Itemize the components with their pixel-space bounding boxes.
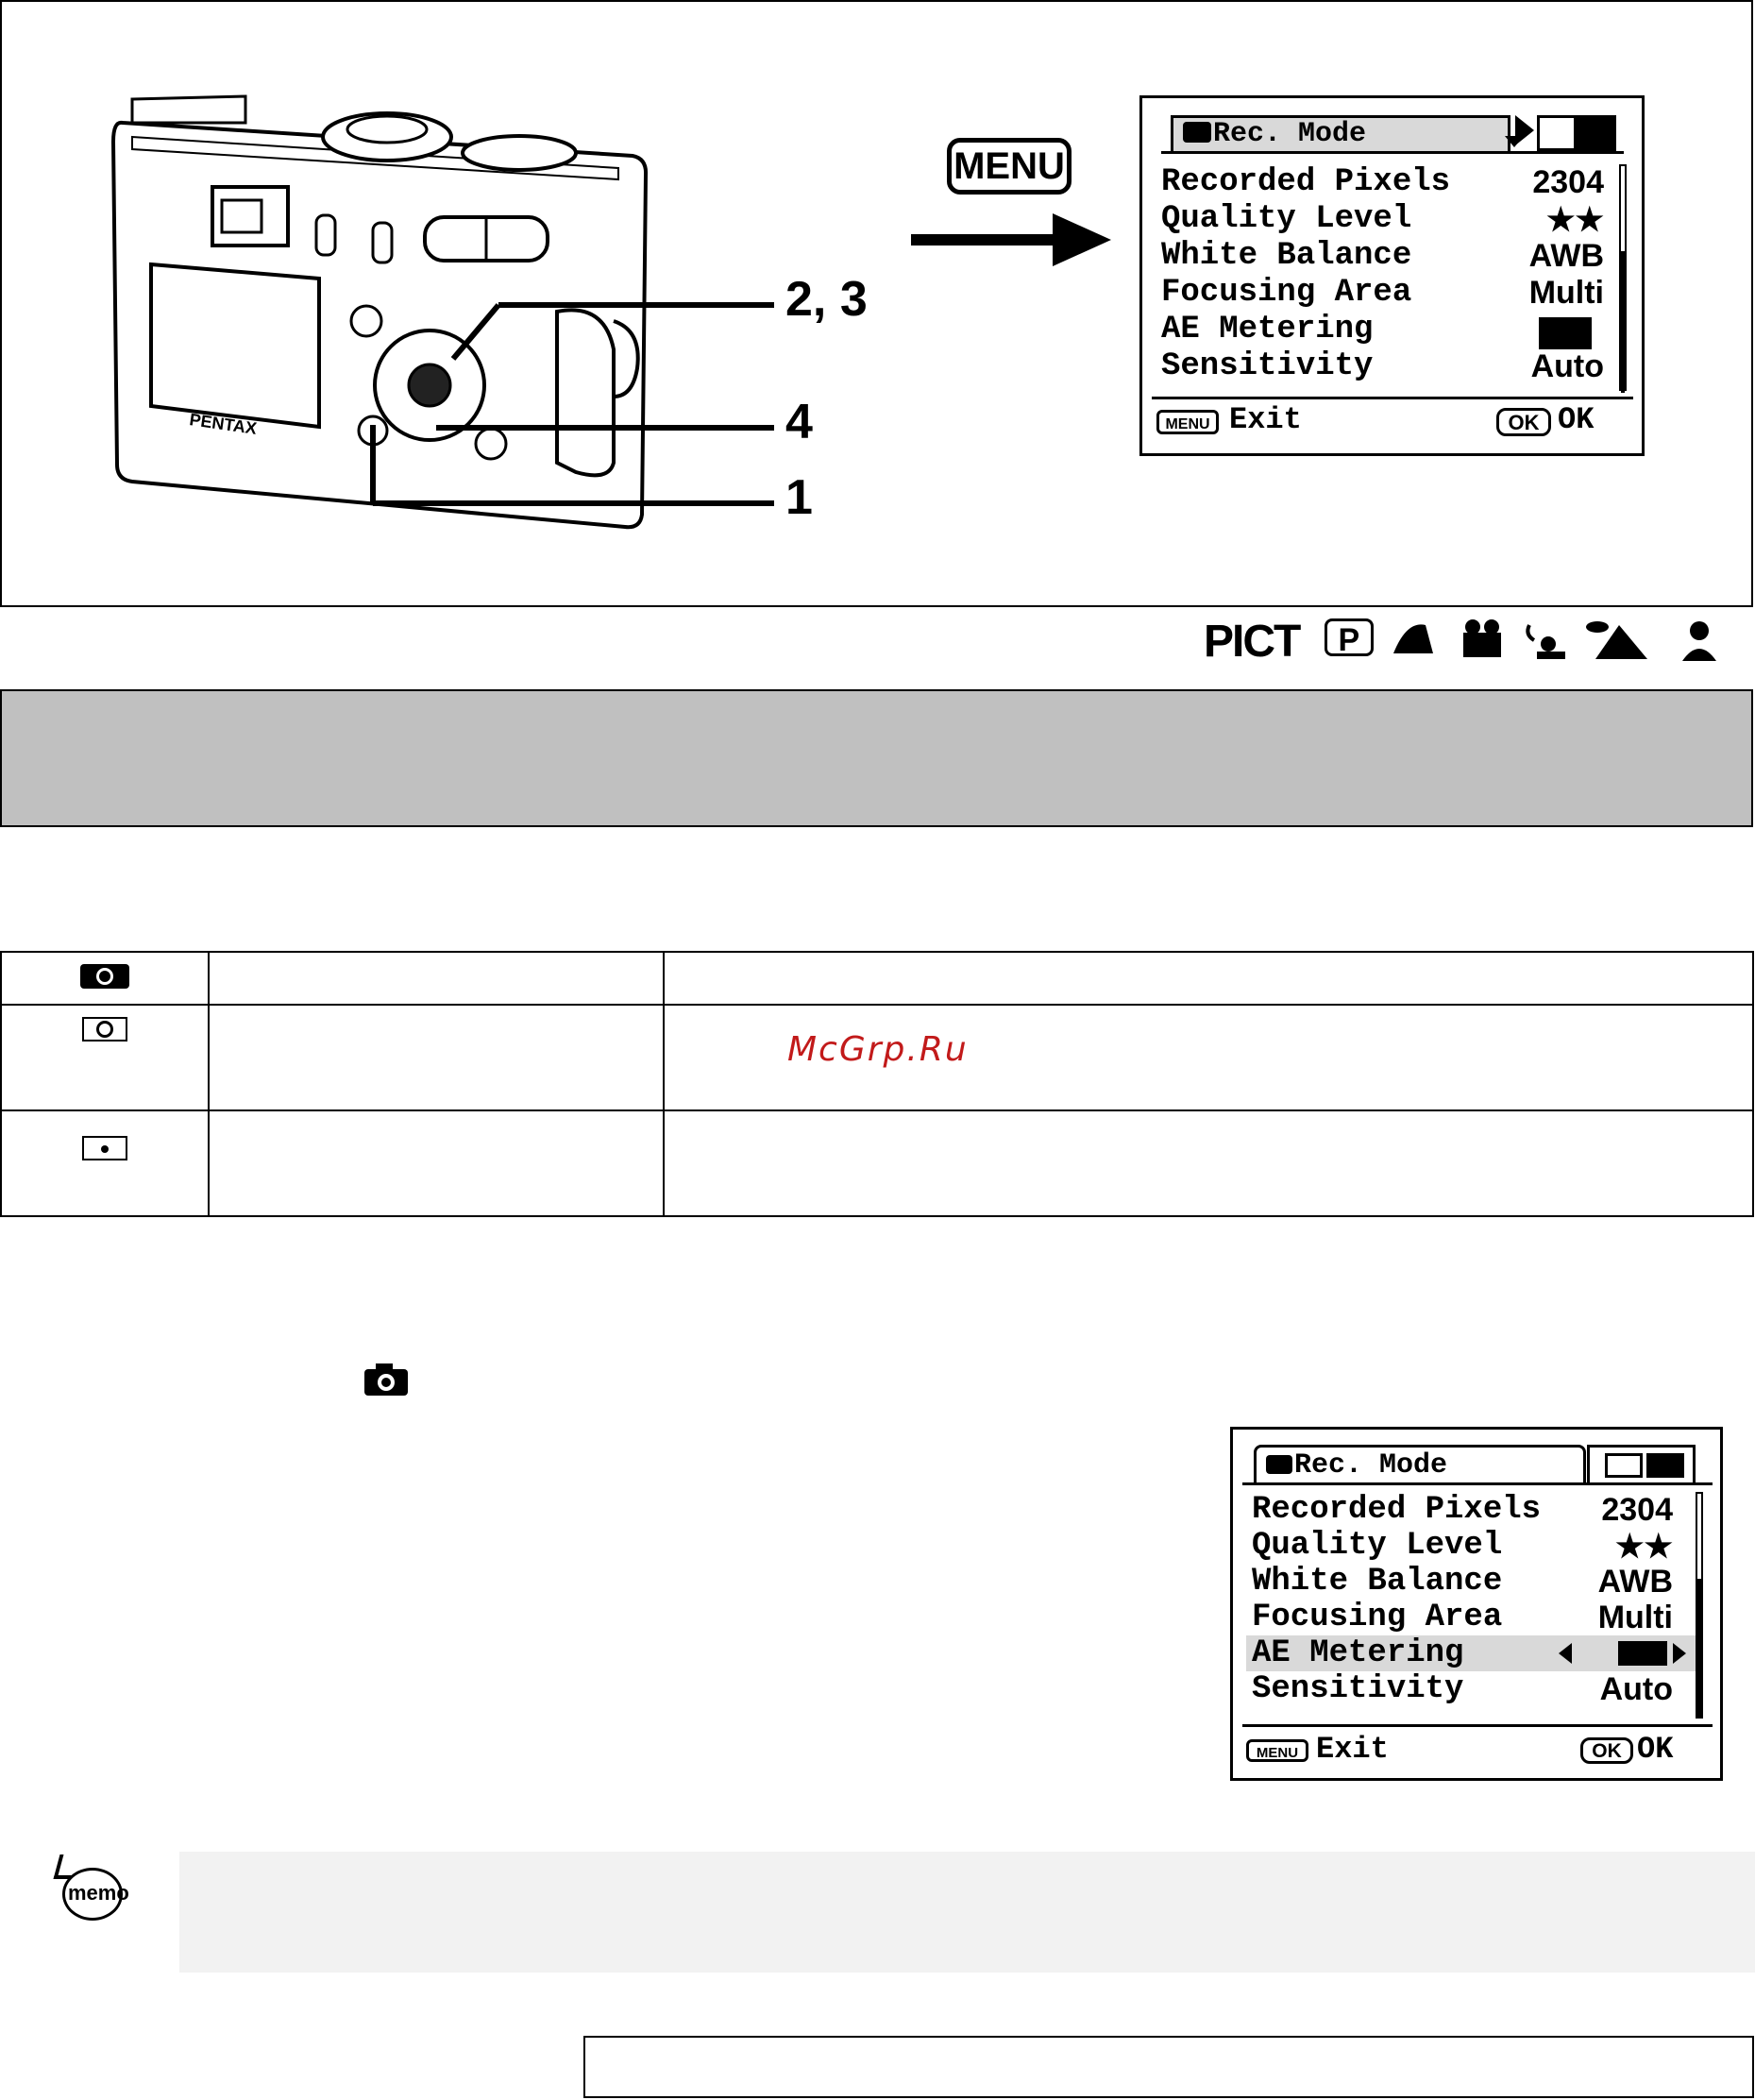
lcd-menu-bottom: [1230, 1427, 1723, 1781]
movie-icon: [1463, 619, 1501, 657]
setup-tab-icon: [1577, 115, 1616, 151]
multi-segment-metering-icon: [80, 964, 129, 989]
memo-icon-label: memo: [68, 1881, 129, 1905]
metering-modes-table: [0, 951, 1754, 1217]
lcd-row-label: White Balance: [1252, 1564, 1503, 1600]
lcd-row-value: ★★: [1546, 202, 1604, 238]
camera-icon: [1266, 1455, 1292, 1474]
right-arrow-icon[interactable]: [1673, 1643, 1686, 1664]
left-arrow-icon[interactable]: [1559, 1643, 1572, 1664]
playback-tab-icon: [1605, 1453, 1643, 1478]
camera-icon: [363, 1362, 410, 1397]
lcd-ok-label: OK: [1558, 402, 1595, 437]
lcd-row-value: 2304: [1532, 164, 1604, 200]
rec-mode-tab: [1254, 1445, 1586, 1482]
multi-segment-metering-icon: [1539, 317, 1592, 349]
callout-leader-lines: [359, 283, 784, 529]
lcd-scrollbar: [1619, 164, 1627, 391]
lcd-row-label: Recorded Pixels: [1252, 1492, 1542, 1528]
lcd-row-value: Auto: [1530, 348, 1604, 384]
lcd-row-label: Focusing Area: [1252, 1600, 1503, 1635]
rec-mode-tab: [1171, 115, 1510, 151]
lcd-row-value: ★★: [1615, 1529, 1673, 1565]
lcd-exit-label: Exit: [1229, 402, 1302, 437]
lcd-row-value: AWB: [1597, 1564, 1673, 1600]
lcd-row-label: Quality Level: [1252, 1528, 1503, 1564]
spot-metering-icon: [82, 1136, 127, 1160]
lcd-row-label: Sensitivity: [1161, 348, 1374, 384]
night-scene-icon: [1527, 625, 1565, 659]
night-scene-portrait-icon: [1393, 624, 1433, 653]
memo-note-box: [179, 1852, 1755, 1973]
lcd-row-value: Multi: [1597, 1600, 1673, 1635]
ok-key-icon: OK: [1496, 408, 1551, 436]
ok-key-icon: OK: [1580, 1737, 1633, 1764]
menu-key-icon: MENU: [1156, 410, 1219, 434]
camera-icon: [1183, 122, 1211, 143]
lcd-row-label: AE Metering: [1252, 1635, 1464, 1671]
tab-pointer-icon: [1515, 115, 1534, 145]
portrait-icon: [1682, 621, 1716, 661]
lcd-row-label: Recorded Pixels: [1161, 164, 1451, 200]
available-modes-strip: [1204, 616, 1374, 668]
lcd-row-value: AWB: [1528, 238, 1604, 274]
menu-key-icon: MENU: [1246, 1739, 1308, 1762]
multi-segment-metering-icon: [1618, 1641, 1667, 1666]
callout-step-2-3: 2, 3: [785, 272, 868, 327]
callout-step-1: 1: [785, 470, 813, 525]
menu-key: MENU: [947, 138, 1072, 195]
pict-mode-label: PICT: [1204, 617, 1300, 667]
watermark-text: McGrp.Ru: [787, 1030, 969, 1069]
lcd-row-label: Focusing Area: [1161, 275, 1412, 311]
camera-brand-text: PENTAX: [188, 410, 259, 438]
footer-box: [583, 2036, 1754, 2098]
callout-step-4: 4: [785, 395, 813, 449]
section-title-banner: [0, 689, 1753, 827]
tab-title: Rec. Mode: [1294, 1449, 1448, 1482]
playback-tab-icon: [1537, 115, 1577, 151]
table-row: [1, 1005, 1753, 1110]
table-row: [1, 1110, 1753, 1216]
table-row: [1, 952, 1753, 1005]
scene-mode-icons: [1388, 616, 1728, 665]
lcd-row-label: AE Metering: [1161, 312, 1374, 347]
lcd-row-value: 2304: [1601, 1492, 1673, 1528]
lcd-row-label: White Balance: [1161, 238, 1412, 274]
lcd-ok-label: OK: [1637, 1732, 1674, 1767]
memo-icon: [53, 1854, 128, 1922]
lcd-row-label: Quality Level: [1161, 201, 1412, 237]
lcd-menu-top: [1139, 95, 1645, 456]
center-weighted-metering-icon: [82, 1017, 127, 1042]
program-mode-icon: P: [1325, 618, 1374, 656]
arrow-right-icon: [911, 212, 1114, 268]
setup-tab-icon: [1646, 1453, 1684, 1478]
landscape-icon: [1586, 621, 1647, 659]
lcd-row-value: Auto: [1599, 1671, 1673, 1707]
lcd-row-label: Sensitivity: [1252, 1671, 1464, 1707]
lcd-row-value: Multi: [1528, 275, 1604, 311]
lcd-exit-label: Exit: [1316, 1732, 1389, 1767]
lcd-scrollbar: [1696, 1492, 1703, 1719]
tab-title: Rec. Mode: [1213, 118, 1367, 150]
